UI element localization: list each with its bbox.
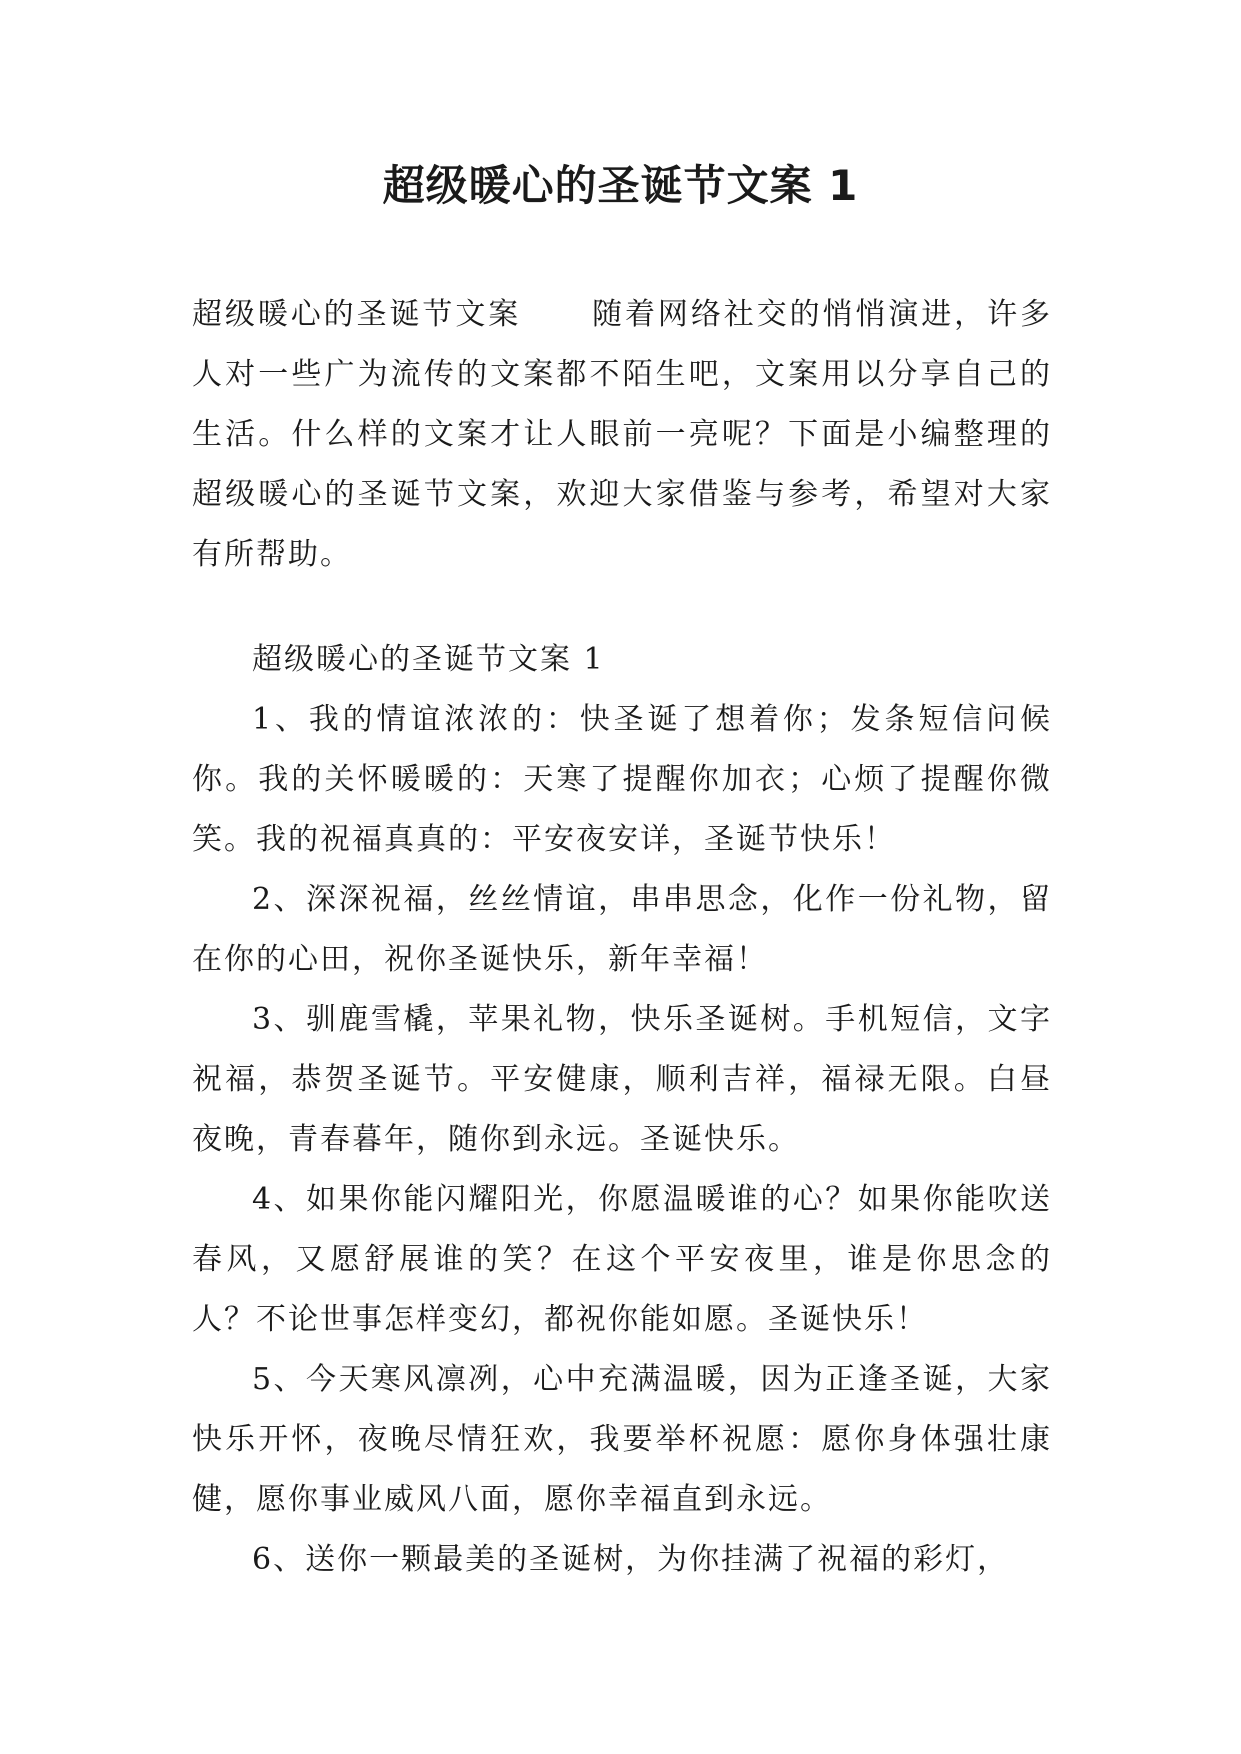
- document-title: 超级暖心的圣诞节文案 1: [382, 161, 859, 210]
- list-item: 6、送你一颗最美的圣诞树，为你挂满了祝福的彩灯，: [252, 1542, 1010, 1577]
- list-item: 5、今天寒风凛冽，心中充满温暖，因为正逢圣诞，大家快乐开怀，夜晚尽情狂欢，我要举杯祝愿：愿你身体强壮康健，愿你事业威风八面，愿你幸福直到永远。: [192, 1362, 1052, 1517]
- list-item: 2、深深祝福，丝丝情谊，串串思念，化作一份礼物，留在你的心田，祝你圣诞快乐，新年幸福！: [192, 882, 1052, 977]
- intro-text: 随着网络社交的悄悄演进，许多人对一些广为流传的文案都不陌生吧，文案用以分享自己的生活。什么样的文案才让人眼前一亮呢？下面是小编整理的超级暖心的圣诞节文案，欢迎大家借鉴与参考，希望对大家有所帮助。: [192, 297, 1053, 572]
- list-item: 4、如果你能闪耀阳光，你愿温暖谁的心？如果你能吹送春风，又愿舒展谁的笑？在这个平安夜里，谁是你思念的人？不论世事怎样变幻，都祝你能如愿。圣诞快乐！: [192, 1182, 1052, 1337]
- intro-paragraph: [192, 285, 1052, 585]
- section-body: [192, 630, 1052, 1590]
- list-item: 1、我的情谊浓浓的：快圣诞了想着你；发条短信问候你。我的关怀暖暖的：天寒了提醒你加衣；心烦了提醒你微笑。我的祝福真真的：平安夜安详，圣诞节快乐！: [192, 702, 1052, 857]
- intro-lead: 超级暖心的圣诞节文案: [192, 297, 522, 332]
- section-heading: 超级暖心的圣诞节文案 1: [252, 642, 605, 677]
- list-item: 3、驯鹿雪橇，苹果礼物，快乐圣诞树。手机短信，文字祝福，恭贺圣诞节。平安健康，顺利吉祥，福禄无限。白昼夜晚，青春暮年，随你到永远。圣诞快乐。: [192, 1002, 1052, 1157]
